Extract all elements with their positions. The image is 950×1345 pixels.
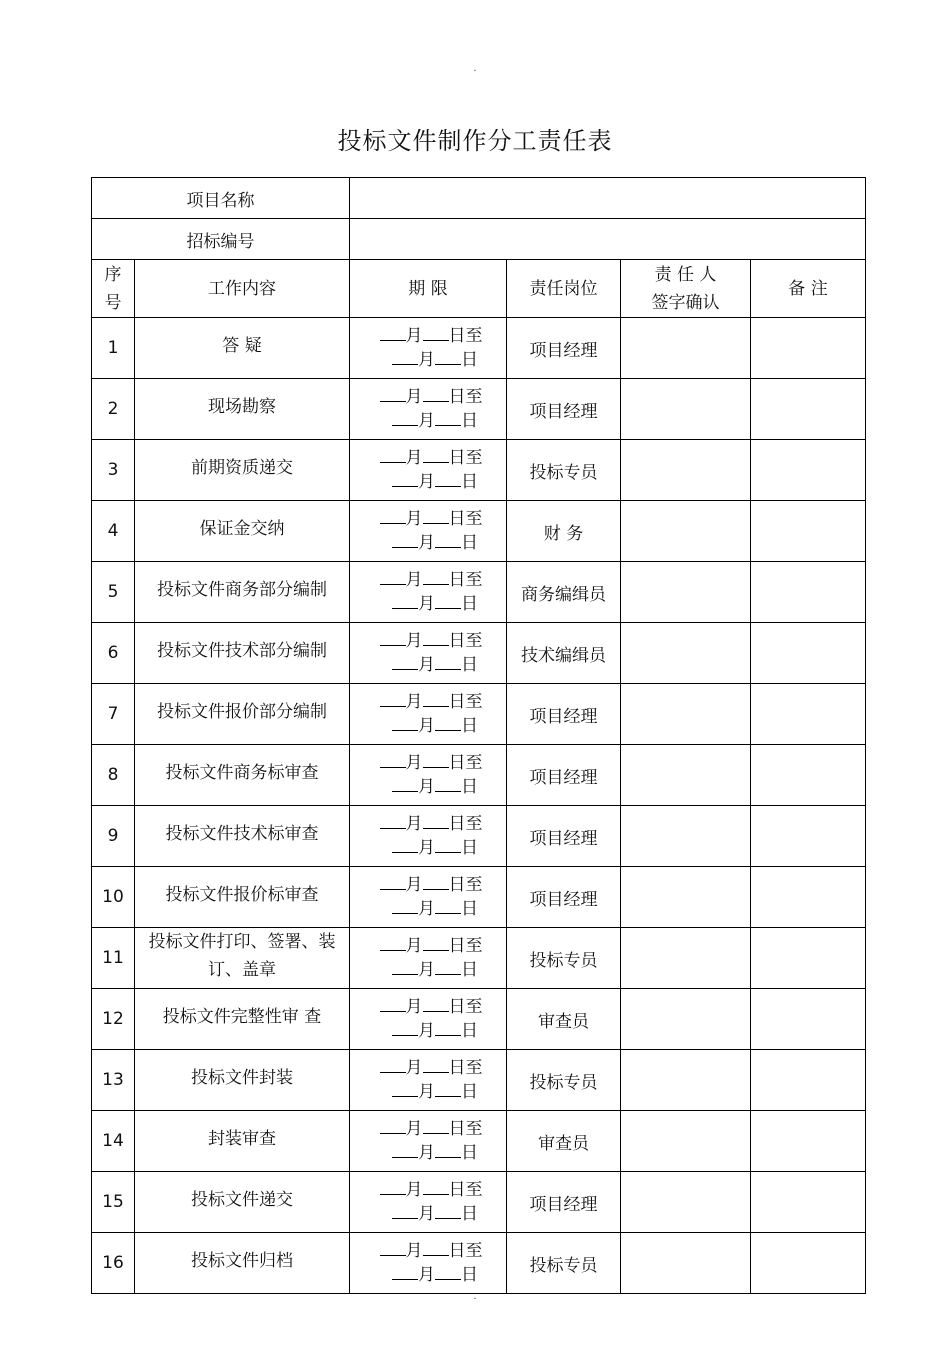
month-blank[interactable] bbox=[392, 897, 418, 914]
row-notes-cell[interactable] bbox=[751, 1050, 866, 1111]
row-period[interactable]: 月 日至 月 日 bbox=[350, 684, 507, 745]
table-row bbox=[92, 562, 866, 623]
row-notes-cell[interactable] bbox=[751, 867, 866, 928]
row-signature-cell[interactable] bbox=[621, 928, 751, 989]
row-signature-cell[interactable] bbox=[621, 562, 751, 623]
table-row bbox=[92, 684, 866, 745]
month-blank[interactable] bbox=[392, 1080, 418, 1097]
month-blank[interactable] bbox=[380, 873, 406, 890]
row-notes-cell[interactable] bbox=[751, 806, 866, 867]
row-role: 商务编缉员 bbox=[507, 562, 621, 623]
row-notes-cell[interactable] bbox=[751, 318, 866, 379]
table-row bbox=[92, 379, 866, 440]
row-period[interactable]: 月 日至 月 日 bbox=[350, 806, 507, 867]
month-blank[interactable] bbox=[392, 653, 418, 670]
row-notes-cell[interactable] bbox=[751, 989, 866, 1050]
row-signature-cell[interactable] bbox=[621, 440, 751, 501]
row-period[interactable]: 月 日至 月 日 bbox=[350, 318, 507, 379]
row-seq: 5 bbox=[92, 562, 135, 623]
day-blank[interactable] bbox=[423, 690, 449, 707]
table-row bbox=[92, 928, 866, 989]
row-signature-cell[interactable] bbox=[621, 806, 751, 867]
day-blank[interactable] bbox=[423, 1178, 449, 1195]
row-seq: 12 bbox=[92, 989, 135, 1050]
month-blank[interactable] bbox=[392, 409, 418, 426]
month-blank[interactable] bbox=[392, 592, 418, 609]
row-seq: 2 bbox=[92, 379, 135, 440]
row-notes-cell[interactable] bbox=[751, 562, 866, 623]
day-blank[interactable] bbox=[423, 873, 449, 890]
row-seq: 3 bbox=[92, 440, 135, 501]
header-signature: 责 任 人签字确认 bbox=[621, 260, 751, 318]
header-role: 责任岗位 bbox=[507, 260, 621, 318]
table-row bbox=[92, 1172, 866, 1233]
table-row bbox=[92, 623, 866, 684]
day-blank[interactable] bbox=[435, 409, 461, 426]
row-seq: 1 bbox=[92, 318, 135, 379]
day-blank[interactable] bbox=[423, 1117, 449, 1134]
bid-number-label: 招标编号 bbox=[92, 219, 350, 260]
day-blank[interactable] bbox=[423, 629, 449, 646]
row-period[interactable]: 月 日至 月 日 bbox=[350, 1111, 507, 1172]
project-name-row bbox=[92, 178, 866, 219]
row-role: 审查员 bbox=[507, 989, 621, 1050]
row-seq: 7 bbox=[92, 684, 135, 745]
day-blank[interactable] bbox=[423, 1239, 449, 1256]
row-task: 答 疑 bbox=[135, 318, 350, 379]
row-role: 项目经理 bbox=[507, 379, 621, 440]
row-seq: 8 bbox=[92, 745, 135, 806]
row-signature-cell[interactable] bbox=[621, 318, 751, 379]
month-blank[interactable] bbox=[380, 629, 406, 646]
day-blank[interactable] bbox=[423, 812, 449, 829]
month-blank[interactable] bbox=[380, 446, 406, 463]
day-blank[interactable] bbox=[435, 592, 461, 609]
responsibility-table bbox=[91, 177, 866, 1294]
row-seq: 6 bbox=[92, 623, 135, 684]
row-task: 投标文件封装 bbox=[135, 1050, 350, 1111]
row-notes-cell[interactable] bbox=[751, 623, 866, 684]
row-task: 保证金交纳 bbox=[135, 501, 350, 562]
row-notes-cell[interactable] bbox=[751, 1233, 866, 1294]
day-blank[interactable] bbox=[435, 531, 461, 548]
project-name-label: 项目名称 bbox=[92, 178, 350, 219]
day-blank[interactable] bbox=[423, 568, 449, 585]
month-blank[interactable] bbox=[392, 1202, 418, 1219]
month-blank[interactable] bbox=[380, 1056, 406, 1073]
row-role: 项目经理 bbox=[507, 684, 621, 745]
row-notes-cell[interactable] bbox=[751, 440, 866, 501]
month-blank[interactable] bbox=[380, 1117, 406, 1134]
month-blank[interactable] bbox=[380, 995, 406, 1012]
day-blank[interactable] bbox=[435, 714, 461, 731]
day-blank[interactable] bbox=[423, 385, 449, 402]
row-task: 封装审查 bbox=[135, 1111, 350, 1172]
row-period[interactable]: 月 日至 月 日 bbox=[350, 745, 507, 806]
row-seq: 10 bbox=[92, 867, 135, 928]
row-task: 前期资质递交 bbox=[135, 440, 350, 501]
row-period[interactable]: 月 日至 月 日 bbox=[350, 440, 507, 501]
row-seq: 11 bbox=[92, 928, 135, 989]
row-period[interactable]: 月 日至 月 日 bbox=[350, 562, 507, 623]
row-period[interactable]: 月 日至 月 日 bbox=[350, 1233, 507, 1294]
month-blank[interactable] bbox=[380, 385, 406, 402]
header-seq: 序号 bbox=[92, 260, 135, 318]
row-seq: 14 bbox=[92, 1111, 135, 1172]
row-signature-cell[interactable] bbox=[621, 867, 751, 928]
row-role: 审查员 bbox=[507, 1111, 621, 1172]
table-row bbox=[92, 806, 866, 867]
day-blank[interactable] bbox=[435, 1080, 461, 1097]
month-blank[interactable] bbox=[392, 958, 418, 975]
table-row bbox=[92, 440, 866, 501]
header-row bbox=[92, 260, 866, 318]
row-period[interactable]: 月 日至 月 日 bbox=[350, 623, 507, 684]
table-row bbox=[92, 1050, 866, 1111]
day-blank[interactable] bbox=[423, 324, 449, 341]
table-row bbox=[92, 867, 866, 928]
day-blank[interactable] bbox=[435, 470, 461, 487]
month-blank[interactable] bbox=[392, 531, 418, 548]
row-signature-cell[interactable] bbox=[621, 1233, 751, 1294]
row-signature-cell[interactable] bbox=[621, 684, 751, 745]
row-task: 投标文件商务部分编制 bbox=[135, 562, 350, 623]
row-notes-cell[interactable] bbox=[751, 745, 866, 806]
row-period[interactable]: 月 日至 月 日 bbox=[350, 867, 507, 928]
row-period[interactable]: 月 日至 月 日 bbox=[350, 1050, 507, 1111]
table-row bbox=[92, 501, 866, 562]
row-role: 技术编缉员 bbox=[507, 623, 621, 684]
row-task: 现场勘察 bbox=[135, 379, 350, 440]
row-period[interactable]: 月 日至 月 日 bbox=[350, 989, 507, 1050]
row-task: 投标文件报价标审查 bbox=[135, 867, 350, 928]
row-seq: 15 bbox=[92, 1172, 135, 1233]
row-period[interactable]: 月 日至 月 日 bbox=[350, 928, 507, 989]
table-row bbox=[92, 989, 866, 1050]
row-task: 投标文件归档 bbox=[135, 1233, 350, 1294]
month-blank[interactable] bbox=[380, 1178, 406, 1195]
row-signature-cell[interactable] bbox=[621, 1111, 751, 1172]
month-blank[interactable] bbox=[392, 1263, 418, 1280]
month-blank[interactable] bbox=[380, 507, 406, 524]
day-blank[interactable] bbox=[435, 897, 461, 914]
month-blank[interactable] bbox=[380, 568, 406, 585]
day-blank[interactable] bbox=[423, 995, 449, 1012]
month-blank[interactable] bbox=[392, 1019, 418, 1036]
row-signature-cell[interactable] bbox=[621, 501, 751, 562]
bid-number-row bbox=[92, 219, 866, 260]
day-blank[interactable] bbox=[435, 1263, 461, 1280]
row-seq: 9 bbox=[92, 806, 135, 867]
row-signature-cell[interactable] bbox=[621, 1050, 751, 1111]
day-blank[interactable] bbox=[435, 1141, 461, 1158]
row-role: 项目经理 bbox=[507, 745, 621, 806]
row-role: 投标专员 bbox=[507, 440, 621, 501]
header-content: 工作内容 bbox=[135, 260, 350, 318]
row-task: 投标文件技术部分编制 bbox=[135, 623, 350, 684]
header-notes: 备 注 bbox=[751, 260, 866, 318]
row-signature-cell[interactable] bbox=[621, 379, 751, 440]
row-period[interactable]: 月 日至 月 日 bbox=[350, 501, 507, 562]
month-blank[interactable] bbox=[392, 714, 418, 731]
row-role: 项目经理 bbox=[507, 867, 621, 928]
row-notes-cell[interactable] bbox=[751, 1172, 866, 1233]
row-period[interactable]: 月 日至 月 日 bbox=[350, 379, 507, 440]
row-notes-cell[interactable] bbox=[751, 684, 866, 745]
row-role: 投标专员 bbox=[507, 1050, 621, 1111]
day-blank[interactable] bbox=[423, 934, 449, 951]
month-blank[interactable] bbox=[392, 836, 418, 853]
row-role: 项目经理 bbox=[507, 806, 621, 867]
row-role: 投标专员 bbox=[507, 1233, 621, 1294]
day-blank[interactable] bbox=[435, 775, 461, 792]
row-task: 投标文件递交 bbox=[135, 1172, 350, 1233]
day-blank[interactable] bbox=[423, 446, 449, 463]
day-blank[interactable] bbox=[435, 653, 461, 670]
table-row bbox=[92, 1111, 866, 1172]
row-notes-cell[interactable] bbox=[751, 1111, 866, 1172]
table-row bbox=[92, 318, 866, 379]
row-notes-cell[interactable] bbox=[751, 501, 866, 562]
table-row bbox=[92, 745, 866, 806]
row-signature-cell[interactable] bbox=[621, 623, 751, 684]
day-blank[interactable] bbox=[423, 751, 449, 768]
row-signature-cell[interactable] bbox=[621, 745, 751, 806]
row-role: 项目经理 bbox=[507, 318, 621, 379]
month-blank[interactable] bbox=[380, 324, 406, 341]
day-blank[interactable] bbox=[423, 1056, 449, 1073]
row-seq: 4 bbox=[92, 501, 135, 562]
row-role: 项目经理 bbox=[507, 1172, 621, 1233]
row-notes-cell[interactable] bbox=[751, 928, 866, 989]
page-top-mark: . bbox=[473, 63, 477, 74]
project-name-field[interactable] bbox=[350, 178, 866, 219]
day-blank[interactable] bbox=[435, 1202, 461, 1219]
month-blank[interactable] bbox=[380, 934, 406, 951]
row-task: 投标文件报价部分编制 bbox=[135, 684, 350, 745]
row-role: 财 务 bbox=[507, 501, 621, 562]
day-blank[interactable] bbox=[435, 958, 461, 975]
month-blank[interactable] bbox=[380, 812, 406, 829]
month-blank[interactable] bbox=[392, 470, 418, 487]
page-bottom-mark: . bbox=[473, 1291, 477, 1302]
table-row bbox=[92, 1233, 866, 1294]
row-role: 投标专员 bbox=[507, 928, 621, 989]
month-blank[interactable] bbox=[380, 1239, 406, 1256]
row-notes-cell[interactable] bbox=[751, 379, 866, 440]
row-period[interactable]: 月 日至 月 日 bbox=[350, 1172, 507, 1233]
row-task: 投标文件技术标审查 bbox=[135, 806, 350, 867]
row-seq: 13 bbox=[92, 1050, 135, 1111]
row-task: 投标文件打印、签署、装订、盖章 bbox=[135, 928, 350, 989]
bid-number-field[interactable] bbox=[350, 219, 866, 260]
day-blank[interactable] bbox=[435, 348, 461, 365]
row-seq: 16 bbox=[92, 1233, 135, 1294]
month-blank[interactable] bbox=[380, 751, 406, 768]
month-blank[interactable] bbox=[392, 775, 418, 792]
month-blank[interactable] bbox=[392, 348, 418, 365]
page-title: 投标文件制作分工责任表 bbox=[337, 127, 613, 155]
month-blank[interactable] bbox=[392, 1141, 418, 1158]
row-signature-cell[interactable] bbox=[621, 1172, 751, 1233]
month-blank[interactable] bbox=[380, 690, 406, 707]
day-blank[interactable] bbox=[435, 836, 461, 853]
row-task: 投标文件完整性审 查 bbox=[135, 989, 350, 1050]
row-task: 投标文件商务标审查 bbox=[135, 745, 350, 806]
day-blank[interactable] bbox=[435, 1019, 461, 1036]
header-period: 期 限 bbox=[350, 260, 507, 318]
day-blank[interactable] bbox=[423, 507, 449, 524]
row-signature-cell[interactable] bbox=[621, 989, 751, 1050]
